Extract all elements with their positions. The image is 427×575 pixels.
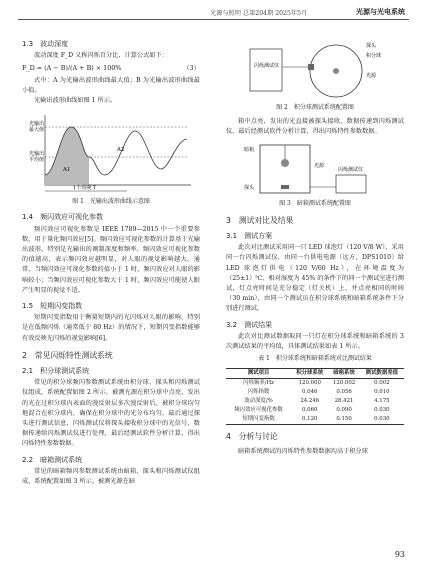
table-cell: 24.246 <box>300 398 320 405</box>
table-cell: 0.150 <box>336 416 352 423</box>
light-source <box>333 68 339 74</box>
page-number: 93 <box>394 550 405 559</box>
table-cell: 0.090 <box>336 407 352 414</box>
section-3-2-title: 3.2 测试结果 <box>226 320 273 329</box>
table-cell: 闪烁指数 <box>247 389 270 396</box>
section-4-title: 4 分析与讨论 <box>226 432 278 442</box>
waveform-tail <box>89 131 187 175</box>
table-row <box>226 415 404 425</box>
table-cell: 0.030 <box>374 407 390 414</box>
right-column <box>226 34 404 457</box>
paragraph: 此次对比测试数据取同一只灯在积分球系统和暗箱系统的 3 次测试结果的平均值，具体测试结果如表 1 所示。 <box>226 332 404 351</box>
table-row <box>226 388 404 397</box>
tester-box <box>250 49 282 91</box>
table-cell: 闪烁频率/Hz <box>243 380 274 387</box>
paragraph: 箱中点亮，发出的光直接被探头接收，数据传递到闪烁测试仪，最后经测试软件分析计算，得出闪烁特性参数数据。 <box>226 118 404 136</box>
figure-1-caption: 图 1 光输出波形曲线示意图 <box>72 198 150 206</box>
table-row <box>226 397 404 406</box>
left-column <box>22 34 200 487</box>
section-1-5-title: 1.5 短期闪变指数 <box>22 302 83 311</box>
avg-label-line2: 平均值 <box>29 157 45 164</box>
ylabel-line1: 光输出 <box>29 121 45 128</box>
label-a1: A1 <box>63 167 71 174</box>
table-cell: 0.010 <box>374 389 390 396</box>
box-label: 暗箱 <box>244 146 255 153</box>
paragraph: 式中：A 为光输出波形曲线最大值；B 为光输出波形曲线最小值。 <box>22 76 200 94</box>
label-a2: A2 <box>117 147 125 154</box>
table-cell: 频闪效应可视化参数 <box>234 407 283 414</box>
table-cell: 28.421 <box>334 398 354 405</box>
table-cell: 短期闪变指数 <box>242 416 275 423</box>
section-1-3-title: 1.3 波动深度 <box>22 40 69 48</box>
paragraph: 暗箱系统测试的闪烁特性参数数据均高于积分球 <box>238 447 368 455</box>
section-2-2-title: 2.2 暗箱测试系统 <box>22 455 83 464</box>
table-header: 暗箱系统 <box>333 370 355 377</box>
page-header <box>0 0 427 22</box>
table-cell: 0.046 <box>302 389 318 396</box>
header-rule <box>18 19 409 20</box>
formula-expression: F_D = (A − B)/(A + B) × 100% <box>22 64 122 73</box>
figure-1-waveform <box>27 109 195 195</box>
section-1-4-title: 1.4 频闪效应可视化参数 <box>22 213 104 222</box>
probe-label: 探头 <box>244 184 255 191</box>
formula-number: （3） <box>183 64 200 73</box>
section-3-1-title: 3.1 测试方案 <box>226 232 273 241</box>
source-label: 光源 <box>366 73 377 79</box>
paragraph: 短期闪变指数用于衡量短期内的光闪烁对人眼的影响，特别是在低频闪烁（通常低于 80 Hz）的情况下，短期闪变指数能够有效反映光闪烁的视觉影响[6]。 <box>22 314 200 342</box>
paragraph: 波动深度 F_D 又称闪烁百分比，计算公式如下： <box>34 52 168 60</box>
figure-3-dark-box <box>240 141 390 197</box>
comparison-table <box>226 368 404 425</box>
section-2-title: 2 常见闪烁特性测试系统 <box>22 350 113 360</box>
tester-label: 闪烁测试仪 <box>254 63 280 69</box>
figure-3-caption: 图 3 暗箱测试系统配置图 <box>279 199 351 207</box>
figure-2-caption: 图 2 积分球测试系统配置图 <box>276 104 354 111</box>
probe <box>281 185 289 189</box>
table-header: 测试数据差值 <box>365 370 399 377</box>
section-3-title: 3 测试对比及结果 <box>226 215 294 225</box>
source-label: 光源 <box>314 162 325 169</box>
table-header: 积分球系统 <box>296 370 324 377</box>
journal-info: 光源与照明 总第204期 2025年5月 <box>210 10 308 17</box>
ylabel-line2: 最大值 <box>29 127 45 134</box>
paragraph: 常见的积分球频闪参数测试系统由积分球、探头和闪烁测试仪组成，系统配置如图 2 所示。被测光源在积分球中点亮，发出的光在过积分球内表面的漫反射层多次漫反射后，被积分球均匀地混合在积分球内，确保在积分球中的光分布均匀，最后通过探头进行测试信息，闪烁测试仪将探头接收积分球中的光信号，数据传递给闪烁测试仪进行处理，最后经测试软件分析计算，得出闪烁特性参数数据。 <box>22 379 200 448</box>
table-header-row <box>226 369 404 379</box>
period-label: 1个周期 T <box>73 185 97 192</box>
section-name: 光源与光电系统 <box>356 7 405 16</box>
figure-2-integrating-sphere <box>240 37 390 101</box>
table-cell: 0.120 <box>302 416 318 423</box>
table-cell: 0.060 <box>302 407 318 414</box>
table-header: 测试项目 <box>247 370 270 377</box>
formula-3 <box>22 63 200 73</box>
sphere-label: 积分球 <box>366 53 382 59</box>
paragraph: 常见的暗箱频闪参数测试系统由暗箱、探头和闪烁测试仪组成，系统配置如图 3 所示。被测光源在暗 <box>22 467 200 486</box>
table-row <box>226 406 404 415</box>
table-cell: 4.175 <box>374 398 390 405</box>
paragraph: 此次对比测试采用同一只 LED 球泡灯（120 V/8 W），采用同一台闪烁测试仪，由同一台供电电源（远方，DPS1010）给 LED 球泡灯供电（120 V/60 Hz），在环境温度为（25±1）℃、相对湿度为 45% 的条件下的同一个测试室进行测试，灯点亮时间是充分稳定（灯关机）上，并点亮相同的时间（30 min），由同一个测试员在积分球系统和暗箱系统条件下分别进行测试。 <box>226 244 404 313</box>
paragraph: 光输出波形曲线如图 1 所示。 <box>34 97 117 105</box>
table-cell: 0.030 <box>374 416 390 423</box>
table-cell: 120.002 <box>332 380 356 387</box>
table-cell: 0.056 <box>336 389 352 396</box>
table-row <box>226 379 404 389</box>
light-source <box>281 159 289 167</box>
probe-label: 探头 <box>366 43 377 49</box>
probe <box>308 64 314 70</box>
area-a1 <box>45 127 89 185</box>
table-cell: 波动深度/% <box>244 398 273 405</box>
table-cell: 0.002 <box>374 380 390 387</box>
section-2-1-title: 2.1 积分球测试系统 <box>22 367 90 376</box>
tester-box <box>336 175 366 193</box>
table-1-title: 表 1 积分球系统和暗箱系统对比测试结果 <box>258 355 372 363</box>
tester-label: 闪烁测试仪 <box>338 166 364 173</box>
avg-label-line1: 光输出 <box>29 151 45 158</box>
paragraph: 频闪效应可视化参数是 IEEE 1789—2015 中一个重要参数，用于量化频闪效应[5]。频闪效应可视化参数的计算基于光输出波形，特别是光输出的调制深度和频率。频闪效应可视化参数的值越高，表示频闪效应越明显，对人眼的视觉影响越大。通常，当频闪效应可视化参数的值小于 1 时，频闪效应对人眼的影响较小；当频闪效应可视化参数大于 1 时，频闪效应可能使人眼产生明显的视觉不适。 <box>22 225 200 294</box>
table-cell: 120.000 <box>298 380 321 387</box>
